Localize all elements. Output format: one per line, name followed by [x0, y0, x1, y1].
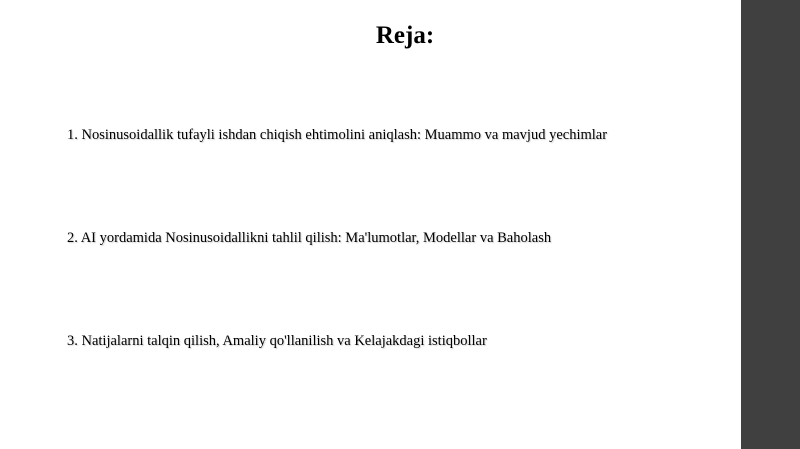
slide-title: Reja: [375, 22, 435, 49]
plan-item-1: 1. Nosinusoidallik tufayli ishdan chiqish ehtimolini aniqlash: Muammo va mavjud yechimlar [67, 127, 608, 143]
side-panel [741, 0, 800, 449]
plan-item-3: 3. Natijalarni talqin qilish, Amaliy qo'llanilish va Kelajakdagi istiqbollar [67, 333, 487, 349]
plan-item-2: 2. AI yordamida Nosinusoidallikni tahlil qilish: Ma'lumotlar, Modellar va Baholash [67, 230, 552, 246]
